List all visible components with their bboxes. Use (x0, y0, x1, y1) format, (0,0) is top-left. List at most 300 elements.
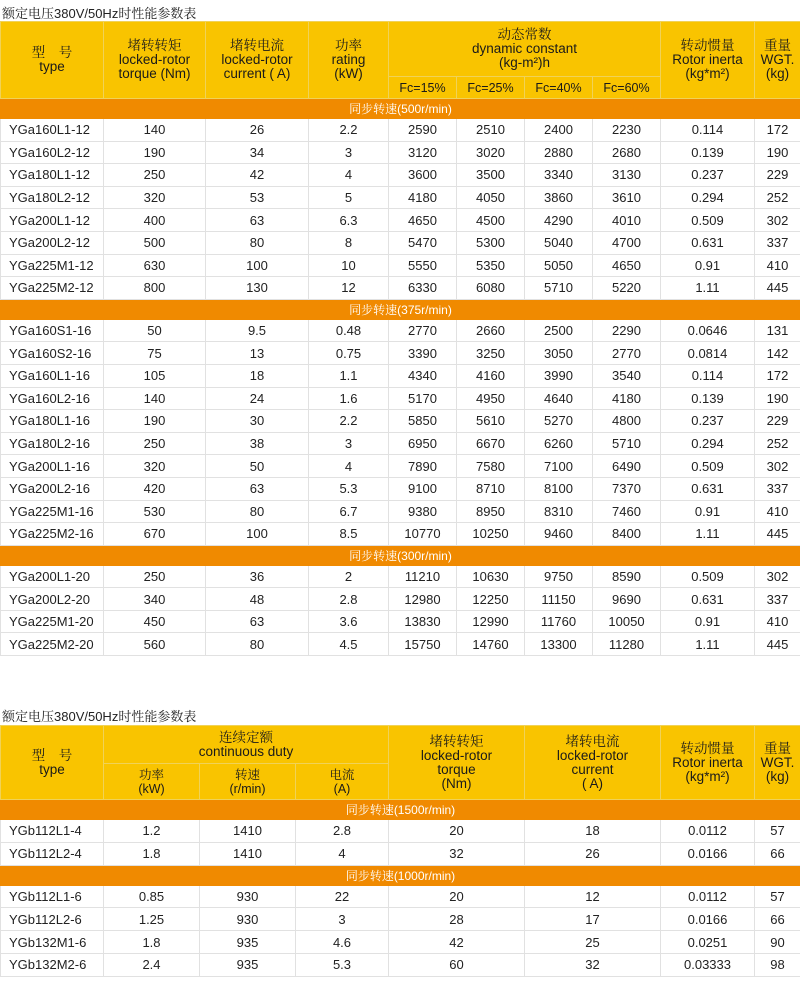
value-cell: 17 (525, 908, 661, 931)
table-row (1, 410, 800, 433)
value-cell: 5.3 (296, 953, 389, 976)
value-cell: 172 (755, 364, 800, 387)
value-cell: 98 (755, 953, 800, 976)
value-cell: 30 (206, 410, 309, 433)
model-cell: YGa225M2-20 (1, 633, 104, 656)
value-cell: 3.6 (309, 610, 389, 633)
table1-caption: 额定电压380V/50Hz时性能参数表 (2, 6, 197, 21)
col-power: 功率 (kW) (104, 764, 200, 800)
value-cell: 13830 (389, 610, 457, 633)
value-cell: 4160 (457, 364, 525, 387)
col-locked-rotor-current: 堵转电流 locked-rotor current ( A) (525, 726, 661, 800)
value-cell: 5710 (593, 432, 661, 455)
value-cell: 142 (755, 342, 800, 365)
value-cell: 560 (104, 633, 206, 656)
table-row (1, 119, 800, 142)
value-cell: 190 (755, 141, 800, 164)
value-cell: 0.631 (661, 588, 755, 611)
value-cell: 7580 (457, 455, 525, 478)
value-cell: 12 (309, 277, 389, 300)
section-header (1, 99, 800, 119)
value-cell: 131 (755, 319, 800, 342)
value-cell: 18 (206, 364, 309, 387)
value-cell: 2400 (525, 119, 593, 142)
value-cell: 410 (755, 254, 800, 277)
value-cell: 8100 (525, 477, 593, 500)
value-cell: 0.0814 (661, 342, 755, 365)
value-cell: 4 (309, 164, 389, 187)
table-row (1, 231, 800, 254)
value-cell: 229 (755, 410, 800, 433)
value-cell: 4.5 (309, 633, 389, 656)
value-cell: 0.0251 (661, 931, 755, 954)
value-cell: 5040 (525, 231, 593, 254)
table-row (1, 364, 800, 387)
value-cell: 0.237 (661, 164, 755, 187)
value-cell: 3120 (389, 141, 457, 164)
value-cell: 250 (104, 565, 206, 588)
value-cell: 0.139 (661, 387, 755, 410)
value-cell: 11760 (525, 610, 593, 633)
model-cell: YGa225M1-20 (1, 610, 104, 633)
value-cell: 410 (755, 500, 800, 523)
col-rotor-inertia: 转动惯量 Rotor inerta (kg*m²) (661, 22, 755, 99)
value-cell: 6950 (389, 432, 457, 455)
value-cell: 250 (104, 164, 206, 187)
section-header (1, 865, 800, 885)
value-cell: 6490 (593, 455, 661, 478)
model-cell: YGa225M1-12 (1, 254, 104, 277)
value-cell: 935 (200, 931, 296, 954)
value-cell: 6080 (457, 277, 525, 300)
model-cell: YGb112L1-6 (1, 885, 104, 908)
table-row (1, 588, 800, 611)
value-cell: 0.0166 (661, 908, 755, 931)
value-cell: 2590 (389, 119, 457, 142)
model-cell: YGb132M1-6 (1, 931, 104, 954)
value-cell: 5.3 (309, 477, 389, 500)
model-cell: YGa225M2-16 (1, 523, 104, 546)
value-cell: 7890 (389, 455, 457, 478)
value-cell: 5050 (525, 254, 593, 277)
value-cell: 0.0112 (661, 820, 755, 843)
value-cell: 8310 (525, 500, 593, 523)
value-cell: 252 (755, 432, 800, 455)
table-row (1, 319, 800, 342)
table-row (1, 254, 800, 277)
value-cell: 0.114 (661, 119, 755, 142)
value-cell: 930 (200, 885, 296, 908)
value-cell: 2.2 (309, 119, 389, 142)
value-cell: 5610 (457, 410, 525, 433)
col-dynamic-constant: 动态常数 dynamic constant (kg-m²)h (389, 22, 661, 77)
value-cell: 5220 (593, 277, 661, 300)
model-cell: YGa160L2-12 (1, 141, 104, 164)
model-cell: YGa160L1-16 (1, 364, 104, 387)
table2-caption: 额定电压380V/50Hz时性能参数表 (2, 709, 197, 724)
col-fc-25: Fc=25% (457, 77, 525, 99)
value-cell: 9460 (525, 523, 593, 546)
value-cell: 12980 (389, 588, 457, 611)
value-cell: 3 (309, 432, 389, 455)
value-cell: 66 (755, 908, 800, 931)
value-cell: 0.48 (309, 319, 389, 342)
model-cell: YGb112L1-4 (1, 820, 104, 843)
value-cell: 10770 (389, 523, 457, 546)
model-cell: YGa160L1-12 (1, 119, 104, 142)
value-cell: 935 (200, 953, 296, 976)
value-cell: 1.6 (309, 387, 389, 410)
value-cell: 229 (755, 164, 800, 187)
value-cell: 5850 (389, 410, 457, 433)
value-cell: 500 (104, 231, 206, 254)
value-cell: 25 (525, 931, 661, 954)
value-cell: 2.8 (296, 820, 389, 843)
table-row (1, 186, 800, 209)
table-row (1, 885, 800, 908)
value-cell: 8590 (593, 565, 661, 588)
value-cell: 4180 (593, 387, 661, 410)
value-cell: 8400 (593, 523, 661, 546)
value-cell: 4800 (593, 410, 661, 433)
value-cell: 10630 (457, 565, 525, 588)
value-cell: 50 (206, 455, 309, 478)
value-cell: 100 (206, 523, 309, 546)
value-cell: 0.75 (309, 342, 389, 365)
value-cell: 28 (389, 908, 525, 931)
col-weight: 重量 WGT. (kg) (755, 726, 800, 800)
value-cell: 53 (206, 186, 309, 209)
value-cell: 3 (309, 141, 389, 164)
value-cell: 302 (755, 455, 800, 478)
value-cell: 4010 (593, 209, 661, 232)
value-cell: 140 (104, 119, 206, 142)
model-cell: YGa200L2-20 (1, 588, 104, 611)
value-cell: 80 (206, 633, 309, 656)
table-row (1, 610, 800, 633)
value-cell: 337 (755, 231, 800, 254)
value-cell: 11210 (389, 565, 457, 588)
value-cell: 32 (389, 842, 525, 865)
value-cell: 302 (755, 565, 800, 588)
value-cell: 2 (309, 565, 389, 588)
table-row (1, 477, 800, 500)
value-cell: 0.0646 (661, 319, 755, 342)
value-cell: 5300 (457, 231, 525, 254)
value-cell: 2230 (593, 119, 661, 142)
value-cell: 1.1 (309, 364, 389, 387)
value-cell: 75 (104, 342, 206, 365)
value-cell: 4 (309, 455, 389, 478)
value-cell: 13 (206, 342, 309, 365)
value-cell: 190 (755, 387, 800, 410)
value-cell: 800 (104, 277, 206, 300)
value-cell: 5270 (525, 410, 593, 433)
value-cell: 10050 (593, 610, 661, 633)
value-cell: 32 (525, 953, 661, 976)
value-cell: 4290 (525, 209, 593, 232)
value-cell: 10250 (457, 523, 525, 546)
value-cell: 6330 (389, 277, 457, 300)
col-fc-60: Fc=60% (593, 77, 661, 99)
value-cell: 57 (755, 820, 800, 843)
value-cell: 6.7 (309, 500, 389, 523)
value-cell: 0.237 (661, 410, 755, 433)
value-cell: 12 (525, 885, 661, 908)
value-cell: 9380 (389, 500, 457, 523)
section-header (1, 299, 800, 319)
value-cell: 1.8 (104, 931, 200, 954)
value-cell: 410 (755, 610, 800, 633)
col-rotor-inertia: 转动惯量 Rotor inerta (kg*m²) (661, 726, 755, 800)
value-cell: 3610 (593, 186, 661, 209)
value-cell: 5470 (389, 231, 457, 254)
value-cell: 0.294 (661, 186, 755, 209)
value-cell: 445 (755, 277, 800, 300)
value-cell: 3250 (457, 342, 525, 365)
value-cell: 3990 (525, 364, 593, 387)
value-cell: 2660 (457, 319, 525, 342)
value-cell: 0.509 (661, 565, 755, 588)
section-title: 同步转速(375r/min) (1, 299, 800, 319)
col-fc-15: Fc=15% (389, 77, 457, 99)
value-cell: 445 (755, 633, 800, 656)
value-cell: 60 (389, 953, 525, 976)
model-cell: YGa180L2-16 (1, 432, 104, 455)
value-cell: 4 (296, 842, 389, 865)
value-cell: 5 (309, 186, 389, 209)
value-cell: 15750 (389, 633, 457, 656)
table-row (1, 842, 800, 865)
value-cell: 0.631 (661, 231, 755, 254)
value-cell: 3 (296, 908, 389, 931)
value-cell: 1.11 (661, 523, 755, 546)
col-rating: 功率 rating (kW) (309, 22, 389, 99)
model-cell: YGa180L1-12 (1, 164, 104, 187)
col-locked-rotor-torque: 堵转转矩 locked-rotor torque (Nm) (389, 726, 525, 800)
value-cell: 4650 (389, 209, 457, 232)
value-cell: 0.91 (661, 610, 755, 633)
value-cell: 320 (104, 455, 206, 478)
value-cell: 0.509 (661, 209, 755, 232)
value-cell: 8950 (457, 500, 525, 523)
value-cell: 5550 (389, 254, 457, 277)
model-cell: YGb132M2-6 (1, 953, 104, 976)
value-cell: 7460 (593, 500, 661, 523)
value-cell: 9100 (389, 477, 457, 500)
value-cell: 6670 (457, 432, 525, 455)
model-cell: YGa160L2-16 (1, 387, 104, 410)
value-cell: 337 (755, 588, 800, 611)
col-type: 型 号 type (1, 22, 104, 99)
value-cell: 57 (755, 885, 800, 908)
value-cell: 3340 (525, 164, 593, 187)
value-cell: 34 (206, 141, 309, 164)
value-cell: 20 (389, 820, 525, 843)
value-cell: 6.3 (309, 209, 389, 232)
value-cell: 0.91 (661, 254, 755, 277)
section-header (1, 545, 800, 565)
value-cell: 12990 (457, 610, 525, 633)
value-cell: 445 (755, 523, 800, 546)
value-cell: 7100 (525, 455, 593, 478)
value-cell: 42 (206, 164, 309, 187)
col-type: 型 号 type (1, 726, 104, 800)
value-cell: 22 (296, 885, 389, 908)
value-cell: 4.6 (296, 931, 389, 954)
value-cell: 190 (104, 141, 206, 164)
col-fc-40: Fc=40% (525, 77, 593, 99)
value-cell: 80 (206, 500, 309, 523)
model-cell: YGa180L1-16 (1, 410, 104, 433)
value-cell: 0.03333 (661, 953, 755, 976)
value-cell: 90 (755, 931, 800, 954)
value-cell: 1.2 (104, 820, 200, 843)
value-cell: 18 (525, 820, 661, 843)
value-cell: 1.11 (661, 633, 755, 656)
table-row (1, 931, 800, 954)
value-cell: 10 (309, 254, 389, 277)
value-cell: 66 (755, 842, 800, 865)
value-cell: 26 (525, 842, 661, 865)
model-cell: YGa200L1-20 (1, 565, 104, 588)
value-cell: 24 (206, 387, 309, 410)
table-row (1, 164, 800, 187)
value-cell: 14760 (457, 633, 525, 656)
section-title: 同步转速(300r/min) (1, 545, 800, 565)
value-cell: 80 (206, 231, 309, 254)
performance-table-ga (0, 21, 800, 656)
value-cell: 2290 (593, 319, 661, 342)
value-cell: 0.509 (661, 455, 755, 478)
value-cell: 2500 (525, 319, 593, 342)
value-cell: 3500 (457, 164, 525, 187)
value-cell: 5710 (525, 277, 593, 300)
value-cell: 7370 (593, 477, 661, 500)
value-cell: 8710 (457, 477, 525, 500)
value-cell: 190 (104, 410, 206, 433)
value-cell: 63 (206, 477, 309, 500)
value-cell: 0.139 (661, 141, 755, 164)
value-cell: 26 (206, 119, 309, 142)
value-cell: 4340 (389, 364, 457, 387)
model-cell: YGa160S1-16 (1, 319, 104, 342)
value-cell: 4640 (525, 387, 593, 410)
model-cell: YGa180L2-12 (1, 186, 104, 209)
value-cell: 5170 (389, 387, 457, 410)
value-cell: 5350 (457, 254, 525, 277)
col-current: 电流 (A) (296, 764, 389, 800)
table-row (1, 953, 800, 976)
model-cell: YGa200L2-16 (1, 477, 104, 500)
value-cell: 12250 (457, 588, 525, 611)
table-row (1, 565, 800, 588)
value-cell: 252 (755, 186, 800, 209)
value-cell: 340 (104, 588, 206, 611)
value-cell: 9750 (525, 565, 593, 588)
table-row (1, 633, 800, 656)
model-cell: YGa200L1-12 (1, 209, 104, 232)
section-title: 同步转速(1500r/min) (1, 800, 800, 820)
value-cell: 9.5 (206, 319, 309, 342)
col-weight: 重量 WGT. (kg) (755, 22, 800, 99)
value-cell: 670 (104, 523, 206, 546)
value-cell: 2510 (457, 119, 525, 142)
value-cell: 2.4 (104, 953, 200, 976)
value-cell: 11150 (525, 588, 593, 611)
performance-table-gb (0, 725, 800, 977)
table-row (1, 908, 800, 931)
value-cell: 130 (206, 277, 309, 300)
value-cell: 420 (104, 477, 206, 500)
value-cell: 3540 (593, 364, 661, 387)
table-row (1, 209, 800, 232)
table-row (1, 432, 800, 455)
value-cell: 337 (755, 477, 800, 500)
value-cell: 1410 (200, 842, 296, 865)
value-cell: 530 (104, 500, 206, 523)
value-cell: 8 (309, 231, 389, 254)
value-cell: 63 (206, 610, 309, 633)
model-cell: YGa200L2-12 (1, 231, 104, 254)
value-cell: 2770 (389, 319, 457, 342)
value-cell: 38 (206, 432, 309, 455)
model-cell: YGb112L2-4 (1, 842, 104, 865)
value-cell: 4950 (457, 387, 525, 410)
value-cell: 13300 (525, 633, 593, 656)
value-cell: 100 (206, 254, 309, 277)
value-cell: 48 (206, 588, 309, 611)
value-cell: 0.85 (104, 885, 200, 908)
value-cell: 3600 (389, 164, 457, 187)
value-cell: 2.2 (309, 410, 389, 433)
value-cell: 8.5 (309, 523, 389, 546)
value-cell: 6260 (525, 432, 593, 455)
value-cell: 1.25 (104, 908, 200, 931)
value-cell: 0.631 (661, 477, 755, 500)
value-cell: 4180 (389, 186, 457, 209)
value-cell: 2880 (525, 141, 593, 164)
value-cell: 3050 (525, 342, 593, 365)
value-cell: 4500 (457, 209, 525, 232)
value-cell: 450 (104, 610, 206, 633)
value-cell: 4700 (593, 231, 661, 254)
value-cell: 63 (206, 209, 309, 232)
col-locked-rotor-current: 堵转电流 locked-rotor current ( A) (206, 22, 309, 99)
value-cell: 2680 (593, 141, 661, 164)
value-cell: 400 (104, 209, 206, 232)
value-cell: 4650 (593, 254, 661, 277)
col-continuous-duty: 连续定额 continuous duty (104, 726, 389, 764)
value-cell: 302 (755, 209, 800, 232)
value-cell: 0.0112 (661, 885, 755, 908)
value-cell: 630 (104, 254, 206, 277)
section-header (1, 800, 800, 820)
model-cell: YGa160S2-16 (1, 342, 104, 365)
model-cell: YGb112L2-6 (1, 908, 104, 931)
table-row (1, 500, 800, 523)
value-cell: 1.8 (104, 842, 200, 865)
table-row (1, 387, 800, 410)
model-cell: YGa225M1-16 (1, 500, 104, 523)
section-title: 同步转速(500r/min) (1, 99, 800, 119)
value-cell: 3130 (593, 164, 661, 187)
model-cell: YGa200L1-16 (1, 455, 104, 478)
value-cell: 36 (206, 565, 309, 588)
model-cell: YGa225M2-12 (1, 277, 104, 300)
value-cell: 4050 (457, 186, 525, 209)
value-cell: 250 (104, 432, 206, 455)
